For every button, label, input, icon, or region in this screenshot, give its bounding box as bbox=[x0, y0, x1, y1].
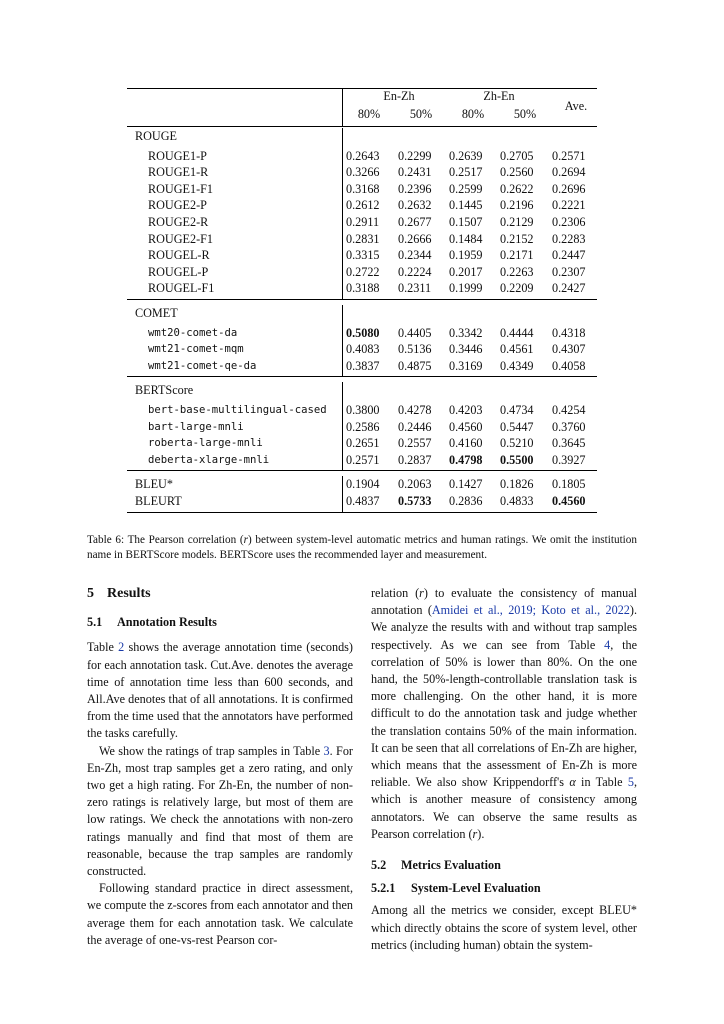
table-cell: 0.4837 bbox=[346, 494, 380, 508]
metric-name: roberta-large-mnli bbox=[148, 437, 263, 450]
header-sub-1: 80% bbox=[357, 107, 381, 121]
table-cell: 0.3927 bbox=[552, 452, 586, 467]
table-cell: 0.2586 bbox=[346, 419, 380, 434]
table-cell: 0.2344 bbox=[398, 248, 432, 263]
table-5-link[interactable]: 5 bbox=[627, 775, 634, 790]
section-label: COMET bbox=[135, 306, 178, 320]
table-cell: 0.3837 bbox=[346, 358, 380, 373]
table-cell: 0.4560 bbox=[552, 494, 586, 508]
table-cell: 0.4278 bbox=[398, 403, 432, 417]
metric-name: wmt21-comet-qe-da bbox=[148, 359, 257, 372]
table-cell: 0.2599 bbox=[449, 181, 483, 196]
table-cell: 0.4058 bbox=[552, 358, 586, 373]
table-cell: 0.2694 bbox=[552, 165, 586, 180]
metric-name: ROUGE2-P bbox=[148, 198, 207, 213]
table-cell: 0.4875 bbox=[398, 358, 432, 373]
paragraph-consistency: relation (r) to evaluate the consistency of manual annotation (Amidei et al., 2019; Koto et al., 2022). We analyze the results with and without trap samples respectively. As we can see from Table 4, the correlation of 50% is lower than 80%. On the one hand, the 50%-length-controllable translation task is more challenging. On the other hand, it is more difficult to do the annotation task and judge whether the translation contains 50% of the main information. It can be seen that all correlations of En-Zh are higher, which means that the assessment of En-Zh is more reliable. We also show Krippendorff's α in Table 5, which is another measure of consistency among annotators. We can observe the same results as Pearson correlation (r). bbox=[371, 586, 638, 841]
table-cell: 0.3342 bbox=[449, 325, 483, 340]
table-cell: 0.4083 bbox=[346, 342, 380, 357]
metric-name: ROUGE1-R bbox=[148, 165, 209, 180]
table-cell: 0.2666 bbox=[398, 231, 432, 246]
table-cell: 0.5733 bbox=[398, 494, 432, 508]
table-cell: 0.2063 bbox=[398, 477, 432, 492]
header-sub-2: 50% bbox=[409, 107, 433, 121]
table-cell: 0.2651 bbox=[346, 436, 380, 451]
table-cell: 0.2831 bbox=[346, 231, 380, 246]
column-divider bbox=[342, 382, 343, 470]
table-cell: 0.4405 bbox=[398, 325, 432, 340]
section-label: ROUGE bbox=[135, 129, 177, 143]
table-cell: 0.4798 bbox=[449, 452, 483, 467]
table-cell: 0.2283 bbox=[552, 231, 586, 246]
table-cell: 0.2622 bbox=[500, 181, 534, 196]
table-cell: 0.3168 bbox=[346, 181, 380, 196]
table-cell: 0.2299 bbox=[398, 148, 432, 163]
table-cell: 0.2639 bbox=[449, 148, 483, 163]
table-cell: 0.4444 bbox=[500, 325, 534, 340]
metric-name: ROUGE1-F1 bbox=[148, 181, 214, 196]
left-column bbox=[87, 585, 353, 949]
table-cell: 0.2696 bbox=[552, 181, 586, 196]
subsection-heading-metrics: 5.2 Metrics Evaluation bbox=[371, 858, 501, 873]
subsection-heading-annotation: 5.1 Annotation Results bbox=[87, 615, 217, 630]
table-bottom-rule bbox=[127, 512, 597, 513]
table-cell: 0.3266 bbox=[346, 165, 380, 180]
table-cell: 0.4561 bbox=[500, 342, 534, 357]
table-cell: 0.2221 bbox=[552, 198, 586, 213]
table-cell: 0.5500 bbox=[500, 452, 534, 467]
table-cell: 0.4349 bbox=[500, 358, 534, 373]
column-divider bbox=[342, 305, 343, 376]
header-en-zh: En-Zh bbox=[383, 89, 415, 103]
table-section-rule bbox=[127, 376, 597, 377]
table-header-rule bbox=[127, 126, 597, 127]
table-cell: 0.1427 bbox=[449, 477, 483, 492]
table-2-link[interactable]: 2 bbox=[118, 640, 125, 655]
metric-name: deberta-xlarge-mnli bbox=[148, 453, 270, 466]
header-sub-3: 80% bbox=[461, 107, 485, 121]
table-top-rule bbox=[127, 88, 597, 89]
table-cell: 0.3169 bbox=[449, 358, 483, 373]
right-column bbox=[371, 585, 637, 954]
table-cell: 0.2836 bbox=[449, 494, 483, 508]
table-cell: 0.2557 bbox=[398, 436, 432, 451]
table-cell: 0.5210 bbox=[500, 436, 534, 451]
table-cell: 0.2911 bbox=[346, 215, 380, 229]
metric-name: bert-base-multilingual-cased bbox=[148, 404, 327, 416]
table-cell: 0.2722 bbox=[346, 264, 380, 279]
table-cell: 0.2837 bbox=[398, 452, 432, 467]
section-heading-results: 5 Results bbox=[87, 586, 151, 601]
header-zh-en: Zh-En bbox=[483, 89, 515, 103]
table-cell: 0.2196 bbox=[500, 198, 534, 213]
table-cell: 0.1959 bbox=[449, 248, 483, 263]
table-cell: 0.4318 bbox=[552, 325, 586, 340]
table-cell: 0.4160 bbox=[449, 436, 483, 451]
table-section-rule bbox=[127, 470, 597, 471]
table-cell: 0.2560 bbox=[500, 165, 534, 180]
table-cell: 0.2263 bbox=[500, 264, 534, 279]
table-cell: 0.2705 bbox=[500, 148, 534, 163]
table-cell: 0.2571 bbox=[346, 452, 380, 467]
table-cell: 0.2517 bbox=[449, 165, 483, 180]
table-cell: 0.4833 bbox=[500, 494, 534, 508]
table-cell: 0.2612 bbox=[346, 198, 380, 213]
column-divider bbox=[342, 476, 343, 511]
subsubsection-heading-system-level: 5.2.1 System-Level Evaluation bbox=[371, 881, 541, 896]
header-ave: Ave. bbox=[564, 99, 588, 113]
table-cell: 0.2446 bbox=[398, 419, 432, 434]
metric-name: wmt20-comet-da bbox=[148, 326, 238, 339]
table-cell: 0.1904 bbox=[346, 477, 380, 492]
metric-name: BLEURT bbox=[135, 494, 182, 508]
table-cell: 0.4734 bbox=[500, 403, 534, 417]
table-cell: 0.2224 bbox=[398, 264, 432, 279]
table-cell: 0.2171 bbox=[500, 248, 534, 263]
table-cell: 0.5080 bbox=[346, 325, 380, 340]
paragraph-z-scores: Following standard practice in direct assessment, we compute the z-scores from each annotator and then average them for each annotation task. We calculate the average of one-vs-rest Pearson cor- bbox=[87, 881, 353, 947]
table-cell: 0.3188 bbox=[346, 281, 380, 296]
table-cell: 0.4560 bbox=[449, 419, 483, 434]
table-cell: 0.5447 bbox=[500, 419, 534, 434]
metric-name: wmt21-comet-mqm bbox=[148, 343, 244, 356]
table-cell: 0.4254 bbox=[552, 403, 586, 417]
table-cell: 0.1507 bbox=[449, 215, 483, 229]
table-4-link[interactable]: 4 bbox=[604, 637, 611, 652]
metric-name: ROUGE2-F1 bbox=[148, 231, 214, 246]
table-cell: 0.2431 bbox=[398, 165, 432, 180]
metric-name: ROUGEL-R bbox=[148, 248, 210, 263]
metric-name: ROUGEL-F1 bbox=[148, 281, 215, 296]
section-label: BERTScore bbox=[135, 383, 194, 398]
table-cell: 0.2632 bbox=[398, 198, 432, 213]
metric-name: BLEU* bbox=[135, 477, 173, 492]
table-cell: 0.1805 bbox=[552, 477, 586, 492]
table-cell: 0.2643 bbox=[346, 148, 380, 163]
table-cell: 0.2677 bbox=[398, 215, 432, 229]
table-cell: 0.3645 bbox=[552, 436, 586, 451]
paragraph-trap-samples: We show the ratings of trap samples in Table 3. For En-Zh, most trap samples get a zero rating, and only two get a high rating. For Zh-En, the number of non-zero ratings is relatively large, but most of them are low ratings. We check the annotations with non-zero ratings manually and find that most of them are reasonable, because the trap samples are randomly constructed. bbox=[87, 743, 353, 879]
column-divider bbox=[342, 128, 343, 299]
metric-name: bart-large-mnli bbox=[148, 420, 244, 433]
table-cell: 0.4203 bbox=[449, 403, 483, 417]
table-cell: 0.2447 bbox=[552, 248, 586, 263]
metric-name: ROUGE1-P bbox=[148, 148, 207, 163]
table-cell: 0.1445 bbox=[449, 198, 483, 213]
table-cell: 0.2307 bbox=[552, 264, 586, 279]
table-cell: 0.2427 bbox=[552, 281, 586, 296]
table-cell: 0.1826 bbox=[500, 477, 534, 492]
column-divider bbox=[342, 88, 343, 126]
table-cell: 0.2396 bbox=[398, 181, 432, 196]
table-cell: 0.3760 bbox=[552, 419, 586, 434]
paragraph-annotation-time: Table 2 shows the average annotation time (seconds) for each annotation task. Cut.Ave. denotes the average time of annotation time less than 600 seconds, and All.Ave denotes that of all annotations. It is confirmed from the time used that the annotators have performed the tasks carefully. bbox=[87, 640, 353, 741]
table-cell: 0.2129 bbox=[500, 215, 534, 229]
paragraph-system-level: Among all the metrics we consider, except BLEU* which directly obtains the score of system level, other metrics (including human) obtain the system- bbox=[371, 903, 637, 952]
table-cell: 0.4307 bbox=[552, 342, 586, 357]
table-cell: 0.3800 bbox=[346, 403, 380, 417]
table-cell: 0.1484 bbox=[449, 231, 483, 246]
table-cell: 0.2209 bbox=[500, 281, 534, 296]
table-cell: 0.2571 bbox=[552, 148, 586, 163]
table-cell: 0.2311 bbox=[398, 281, 432, 296]
header-sub-4: 50% bbox=[513, 107, 537, 121]
table-cell: 0.2152 bbox=[500, 231, 534, 246]
metric-name: ROUGE2-R bbox=[148, 215, 209, 229]
table-cell: 0.2017 bbox=[449, 264, 483, 279]
table-cell: 0.1999 bbox=[449, 281, 483, 296]
table-cell: 0.2306 bbox=[552, 215, 586, 229]
table-3-link[interactable]: 3 bbox=[323, 743, 330, 758]
table-cell: 0.3446 bbox=[449, 342, 483, 357]
metric-name: ROUGEL-P bbox=[148, 264, 209, 279]
table-cell: 0.5136 bbox=[398, 342, 432, 357]
table-section-rule bbox=[127, 299, 597, 300]
table-caption: Table 6: The Pearson correlation (r) between system-level automatic metrics and human ratings. We omit the institution name in BERTScore models. BERTScore uses the recommended layer and measurement. bbox=[87, 534, 637, 561]
table-cell: 0.3315 bbox=[346, 248, 380, 263]
citation-link[interactable]: Amidei et al., 2019; Koto et al., 2022 bbox=[431, 603, 630, 618]
